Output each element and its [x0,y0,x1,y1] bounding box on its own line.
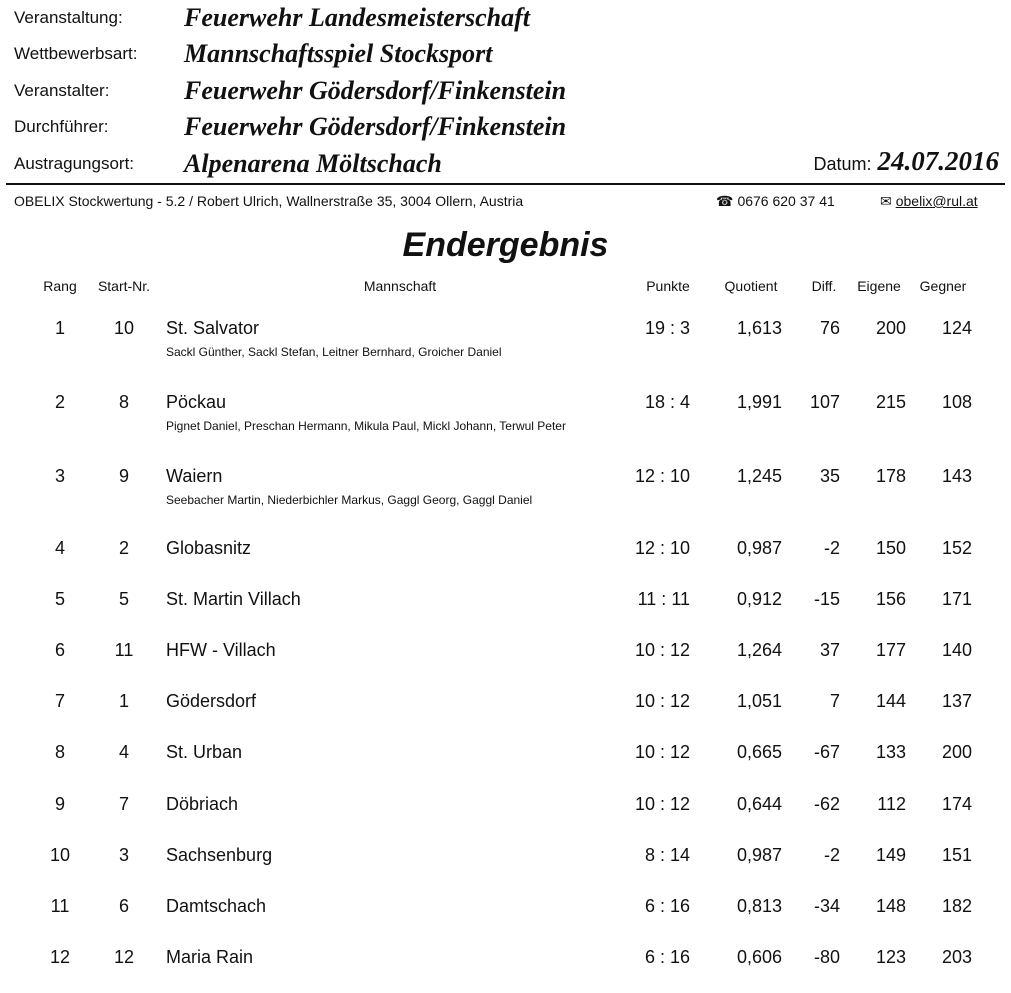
cell-punkte: 10 : 12 [634,691,690,711]
col-header-eigene: Eigene [857,278,901,294]
page-title: Endergebnis [402,226,609,264]
cell-diff: 107 [809,392,840,412]
email-link[interactable]: obelix@rul.at [895,193,978,209]
meta-label: Veranstalter: [14,81,110,100]
cell-eigene: 123 [875,947,906,967]
cell-gegner: 143 [941,466,972,486]
cell-team: Globasnitz [166,538,252,558]
table-row [0,640,1011,686]
cell-team: Waiern [166,466,223,486]
cell-quotient: 0,644 [736,794,782,814]
software-credit: OBELIX Stockwertung - 5.2 / Robert Ulrich, Wallnerstraße 35, 3004 Ollern, Austria [14,193,524,209]
cell-team: Gödersdorf [166,691,257,711]
cell-quotient: 0,987 [736,845,782,865]
phone-contact [716,193,835,210]
cell-gegner: 108 [941,392,972,412]
meta-label: Austragungsort: [14,154,135,173]
datum-value: 24.07.2016 [877,146,999,176]
cell-punkte: 10 : 12 [634,742,690,762]
cell-rang: 3 [54,466,65,486]
cell-team: Sachsenburg [166,845,273,865]
cell-punkte: 19 : 3 [644,318,690,338]
cell-rang: 5 [54,589,65,609]
cell-eigene: 112 [877,794,906,814]
phone-number: 0676 620 37 41 [737,193,835,209]
meta-value: Feuerwehr Gödersdorf/Finkenstein [184,112,567,141]
cell-quotient: 1,991 [736,392,782,412]
meta-value: Feuerwehr Landesmeisterschaft [184,3,530,32]
cell-rang: 9 [54,794,65,814]
cell-rang: 6 [54,640,65,660]
cell-quotient: 1,264 [736,640,782,660]
cell-diff: -80 [813,947,840,967]
cell-diff: 76 [819,318,840,338]
cell-gegner: 137 [941,691,972,711]
cell-team: Damtschach [166,896,267,916]
col-header-diff: Diff. [811,278,837,294]
cell-players: Sackl Günther, Sackl Stefan, Leitner Bernhard, Groicher Daniel [166,345,502,359]
cell-start: 8 [118,392,129,412]
cell-punkte: 10 : 12 [634,794,690,814]
phone-icon: ☎ [716,193,734,209]
cell-diff: -62 [813,794,840,814]
col-header-punkte: Punkte [646,278,690,294]
table-row [0,742,1011,788]
cell-eigene: 148 [875,896,906,916]
email-contact [880,193,978,210]
cell-eigene: 215 [875,392,906,412]
cell-team: St. Urban [166,742,243,762]
cell-rang: 2 [54,392,65,412]
cell-start: 7 [118,794,129,814]
table-row [0,896,1011,942]
cell-gegner: 151 [941,845,972,865]
datum-label: Datum: [813,154,872,174]
cell-team: Döbriach [166,794,239,814]
meta-row-veranstalter [14,73,566,109]
cell-eigene: 200 [875,318,906,338]
meta-row-veranstaltung [14,0,530,36]
cell-punkte: 11 : 11 [637,589,690,609]
cell-gegner: 124 [941,318,972,338]
cell-punkte: 6 : 16 [644,896,690,916]
cell-rang: 7 [54,691,65,711]
cell-punkte: 12 : 10 [634,538,690,558]
cell-diff: -2 [823,845,840,865]
cell-start: 2 [118,538,129,558]
cell-quotient: 0,813 [736,896,782,916]
meta-value: Mannschaftsspiel Stocksport [184,39,493,68]
table-row [0,466,1011,512]
meta-label: Durchführer: [14,117,109,136]
cell-quotient: 0,912 [736,589,782,609]
cell-gegner: 200 [941,742,972,762]
cell-gegner: 171 [941,589,972,609]
cell-start: 3 [118,845,129,865]
datum [813,146,999,177]
cell-team: St. Salvator [166,318,260,338]
cell-start: 1 [118,691,129,711]
cell-rang: 8 [54,742,65,762]
meta-row-wettbewerbsart [14,36,492,72]
cell-quotient: 1,613 [736,318,782,338]
cell-eigene: 150 [875,538,906,558]
col-header-gegner: Gegner [919,278,967,294]
cell-quotient: 1,051 [736,691,782,711]
cell-start: 10 [113,318,135,338]
cell-diff: -2 [823,538,840,558]
cell-punkte: 10 : 12 [634,640,690,660]
cell-eigene: 178 [875,466,906,486]
header-divider [6,183,1005,185]
envelope-icon: ✉ [880,193,892,209]
cell-rang: 1 [54,318,65,338]
cell-quotient: 0,606 [736,947,782,967]
cell-start: 4 [118,742,129,762]
cell-eigene: 177 [875,640,906,660]
table-row [0,947,1011,993]
cell-rang: 11 [50,896,70,916]
cell-quotient: 0,987 [736,538,782,558]
cell-eigene: 144 [875,691,906,711]
cell-eigene: 156 [875,589,906,609]
cell-diff: 35 [819,466,840,486]
cell-gegner: 203 [941,947,972,967]
cell-rang: 12 [49,947,71,967]
table-row [0,538,1011,584]
cell-eigene: 133 [875,742,906,762]
cell-team: Pöckau [166,392,227,412]
col-header-team: Mannschaft [363,278,437,294]
cell-start: 12 [113,947,135,967]
meta-row-austragungsort [14,146,442,182]
table-row [0,794,1011,840]
meta-value: Feuerwehr Gödersdorf/Finkenstein [184,76,567,105]
cell-punkte: 18 : 4 [644,392,690,412]
table-row [0,392,1011,438]
cell-rang: 4 [54,538,65,558]
table-row [0,589,1011,635]
cell-diff: 7 [829,691,840,711]
meta-value: Alpenarena Möltschach [184,149,442,178]
cell-punkte: 8 : 14 [644,845,690,865]
cell-quotient: 1,245 [736,466,782,486]
cell-eigene: 149 [875,845,906,865]
cell-players: Pignet Daniel, Preschan Hermann, Mikula Paul, Mickl Johann, Terwul Peter [166,419,566,433]
cell-start: 9 [118,466,129,486]
cell-team: Maria Rain [166,947,254,967]
cell-start: 6 [118,896,129,916]
meta-label: Veranstaltung: [14,8,123,27]
cell-diff: -67 [813,742,840,762]
cell-punkte: 6 : 16 [644,947,690,967]
cell-rang: 10 [49,845,71,865]
table-row [0,318,1011,364]
cell-diff: -34 [813,896,840,916]
col-header-quotient: Quotient [724,278,778,294]
meta-label: Wettbewerbsart: [14,44,138,63]
cell-start: 5 [118,589,129,609]
cell-gegner: 174 [941,794,972,814]
cell-players: Seebacher Martin, Niederbichler Markus, Gaggl Georg, Gaggl Daniel [166,493,533,507]
cell-punkte: 12 : 10 [634,466,690,486]
table-row [0,845,1011,891]
cell-team: St. Martin Villach [166,589,301,609]
cell-diff: -15 [813,589,840,609]
table-row [0,691,1011,737]
cell-team: HFW - Villach [166,640,276,660]
cell-gegner: 140 [941,640,972,660]
cell-gegner: 182 [941,896,972,916]
cell-diff: 37 [819,640,840,660]
meta-row-durchfuehrer [14,109,566,145]
cell-quotient: 0,665 [736,742,782,762]
col-header-rang: Rang [43,278,77,294]
cell-start: 11 [114,640,134,660]
col-header-start: Start-Nr. [97,278,151,294]
cell-gegner: 152 [941,538,972,558]
